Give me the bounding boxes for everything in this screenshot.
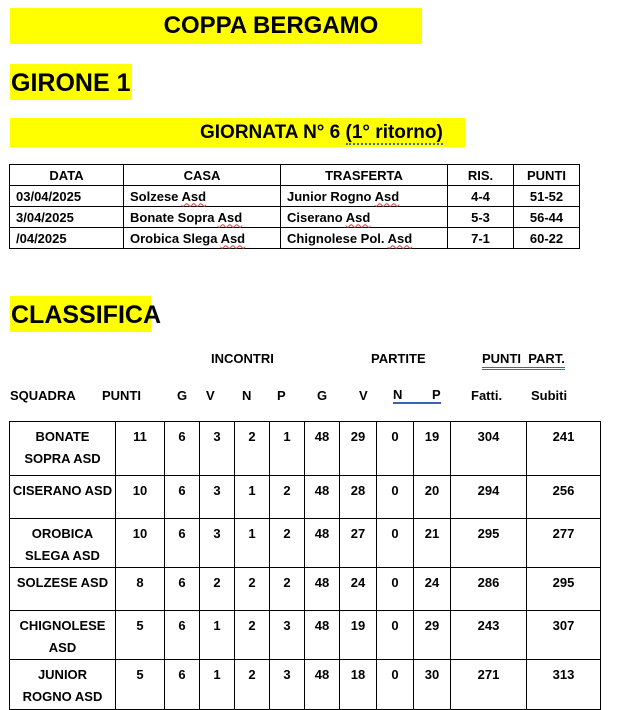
- stat-p2: 21: [414, 519, 451, 568]
- results-col-punti: PUNTI: [514, 165, 580, 186]
- stat-g2: 48: [305, 519, 340, 568]
- result-home-name: Bonate Sopra Asd: [130, 209, 243, 225]
- team-points: 10: [116, 476, 165, 519]
- stat-g1: 6: [165, 422, 200, 476]
- stat-p1: 1: [270, 422, 305, 476]
- result-points: 60-22: [514, 228, 580, 249]
- matchday-prefix: GIORNATA N° 6: [200, 122, 346, 143]
- stat-p2: 30: [414, 660, 451, 710]
- table-row: [10, 611, 601, 660]
- col-g2: G: [317, 388, 328, 403]
- stat-subiti: 307: [527, 611, 601, 660]
- results-col-casa: CASA: [124, 165, 281, 186]
- results-col-trasferta: TRASFERTA: [281, 165, 448, 186]
- team-points: 8: [116, 568, 165, 611]
- stat-g2: 48: [305, 660, 340, 710]
- stat-subiti: 295: [527, 568, 601, 611]
- stat-g2: 48: [305, 422, 340, 476]
- result-away: [281, 207, 448, 228]
- col-squadra: SQUADRA: [10, 388, 76, 403]
- results-row: [10, 228, 580, 249]
- stat-p1: 2: [270, 568, 305, 611]
- stat-n1: 1: [235, 476, 270, 519]
- standings-table: [9, 421, 601, 710]
- stat-v1: 1: [200, 660, 235, 710]
- results-col-data: DATA: [10, 165, 124, 186]
- team-name: SOLZESE ASD: [10, 568, 116, 611]
- col-g1: G: [177, 388, 188, 403]
- stat-g1: 6: [165, 568, 200, 611]
- result-home: [124, 207, 281, 228]
- label-partite: PARTITE: [371, 351, 426, 366]
- stat-p1: 3: [270, 660, 305, 710]
- stat-fatti: 304: [451, 422, 527, 476]
- table-row: [10, 660, 601, 710]
- result-date: 3/04/2025: [10, 207, 124, 228]
- stat-g2: 48: [305, 476, 340, 519]
- group-title: GIRONE 1: [10, 64, 132, 100]
- stat-subiti: 313: [527, 660, 601, 710]
- stat-v2: 24: [340, 568, 377, 611]
- result-date: 03/04/2025: [10, 186, 124, 207]
- result-points: 56-44: [514, 207, 580, 228]
- stat-g1: 6: [165, 519, 200, 568]
- col-subiti: Subiti: [531, 388, 568, 403]
- stat-g2: 48: [305, 568, 340, 611]
- results-table: [9, 164, 580, 249]
- result-score: 7-1: [448, 228, 514, 249]
- stat-v1: 1: [200, 611, 235, 660]
- stat-v1: 3: [200, 519, 235, 568]
- spellcheck-word: Asd: [345, 209, 371, 225]
- stat-v1: 3: [200, 422, 235, 476]
- standings-title: CLASSIFICA: [10, 296, 151, 332]
- spellcheck-word: Asd: [217, 209, 243, 225]
- team-name: CHIGNOLESE ASD: [10, 611, 116, 660]
- table-row: [10, 568, 601, 611]
- matchday-title: [10, 118, 465, 147]
- results-row: [10, 186, 580, 207]
- stat-n1: 1: [235, 519, 270, 568]
- stat-n1: 2: [235, 611, 270, 660]
- results-row: [10, 207, 580, 228]
- stat-g1: 6: [165, 476, 200, 519]
- stat-v2: 19: [340, 611, 377, 660]
- stat-g1: 6: [165, 660, 200, 710]
- stat-n2: 0: [377, 422, 414, 476]
- stat-v1: 3: [200, 476, 235, 519]
- team-name: OROBICA SLEGA ASD: [10, 519, 116, 568]
- stat-p2: 19: [414, 422, 451, 476]
- stat-p2: 20: [414, 476, 451, 519]
- stat-n2: 0: [377, 611, 414, 660]
- result-home: [124, 228, 281, 249]
- label-punti-part: PUNTI PART.: [482, 351, 565, 370]
- stat-v1: 2: [200, 568, 235, 611]
- result-home-name: Solzese Asd: [130, 188, 207, 204]
- stat-n2: 0: [377, 660, 414, 710]
- result-away: [281, 228, 448, 249]
- stat-v2: 18: [340, 660, 377, 710]
- matchday-leg: (1° ritorno): [345, 122, 443, 143]
- competition-title: COPPA BERGAMO: [10, 8, 422, 44]
- stat-n2: 0: [377, 568, 414, 611]
- stat-n1: 2: [235, 568, 270, 611]
- stat-subiti: 241: [527, 422, 601, 476]
- col-v2: V: [359, 388, 368, 403]
- stat-v2: 29: [340, 422, 377, 476]
- spellcheck-word: Asd: [220, 230, 246, 246]
- col-p2: P: [432, 387, 441, 402]
- team-name: CISERANO ASD: [10, 476, 116, 519]
- stat-n2: 0: [377, 519, 414, 568]
- stat-fatti: 295: [451, 519, 527, 568]
- result-home-name: Orobica Slega Asd: [130, 230, 246, 246]
- result-score: 5-3: [448, 207, 514, 228]
- stat-p1: 2: [270, 476, 305, 519]
- col-n2-p2: [393, 388, 441, 404]
- result-away-name: Ciserano Asd: [287, 209, 371, 225]
- result-away: [281, 186, 448, 207]
- stat-p1: 2: [270, 519, 305, 568]
- table-row: [10, 422, 601, 476]
- result-score: 4-4: [448, 186, 514, 207]
- col-punti: PUNTI: [102, 388, 141, 403]
- team-points: 5: [116, 660, 165, 710]
- stat-n1: 2: [235, 660, 270, 710]
- result-points: 51-52: [514, 186, 580, 207]
- stat-fatti: 243: [451, 611, 527, 660]
- col-n2: N: [393, 387, 403, 402]
- stat-fatti: 271: [451, 660, 527, 710]
- stat-subiti: 256: [527, 476, 601, 519]
- team-name: JUNIOR ROGNO ASD: [10, 660, 116, 710]
- result-home: [124, 186, 281, 207]
- col-p1: P: [277, 388, 286, 403]
- result-date: /04/2025: [10, 228, 124, 249]
- table-row: [10, 476, 601, 519]
- stat-g2: 48: [305, 611, 340, 660]
- stat-p1: 3: [270, 611, 305, 660]
- spellcheck-word: Asd: [181, 188, 207, 204]
- stat-n1: 2: [235, 422, 270, 476]
- stat-fatti: 294: [451, 476, 527, 519]
- stat-v2: 27: [340, 519, 377, 568]
- col-fatti: Fatti.: [471, 388, 503, 403]
- team-points: 10: [116, 519, 165, 568]
- stat-p2: 24: [414, 568, 451, 611]
- results-header-row: [10, 165, 580, 186]
- stat-p2: 29: [414, 611, 451, 660]
- stat-v2: 28: [340, 476, 377, 519]
- team-name: BONATE SOPRA ASD: [10, 422, 116, 476]
- team-points: 11: [116, 422, 165, 476]
- result-away-name: Chignolese Pol. Asd: [287, 230, 413, 246]
- stat-g1: 6: [165, 611, 200, 660]
- spellcheck-word: Asd: [387, 230, 413, 246]
- label-incontri: INCONTRI: [211, 351, 274, 366]
- result-away-name: Junior Rogno Asd: [287, 188, 400, 204]
- stat-subiti: 277: [527, 519, 601, 568]
- col-v1: V: [206, 388, 215, 403]
- stat-fatti: 286: [451, 568, 527, 611]
- results-col-ris: RIS.: [448, 165, 514, 186]
- col-n1: N: [242, 388, 252, 403]
- table-row: [10, 519, 601, 568]
- team-points: 5: [116, 611, 165, 660]
- spellcheck-word: Asd: [374, 188, 400, 204]
- stat-n2: 0: [377, 476, 414, 519]
